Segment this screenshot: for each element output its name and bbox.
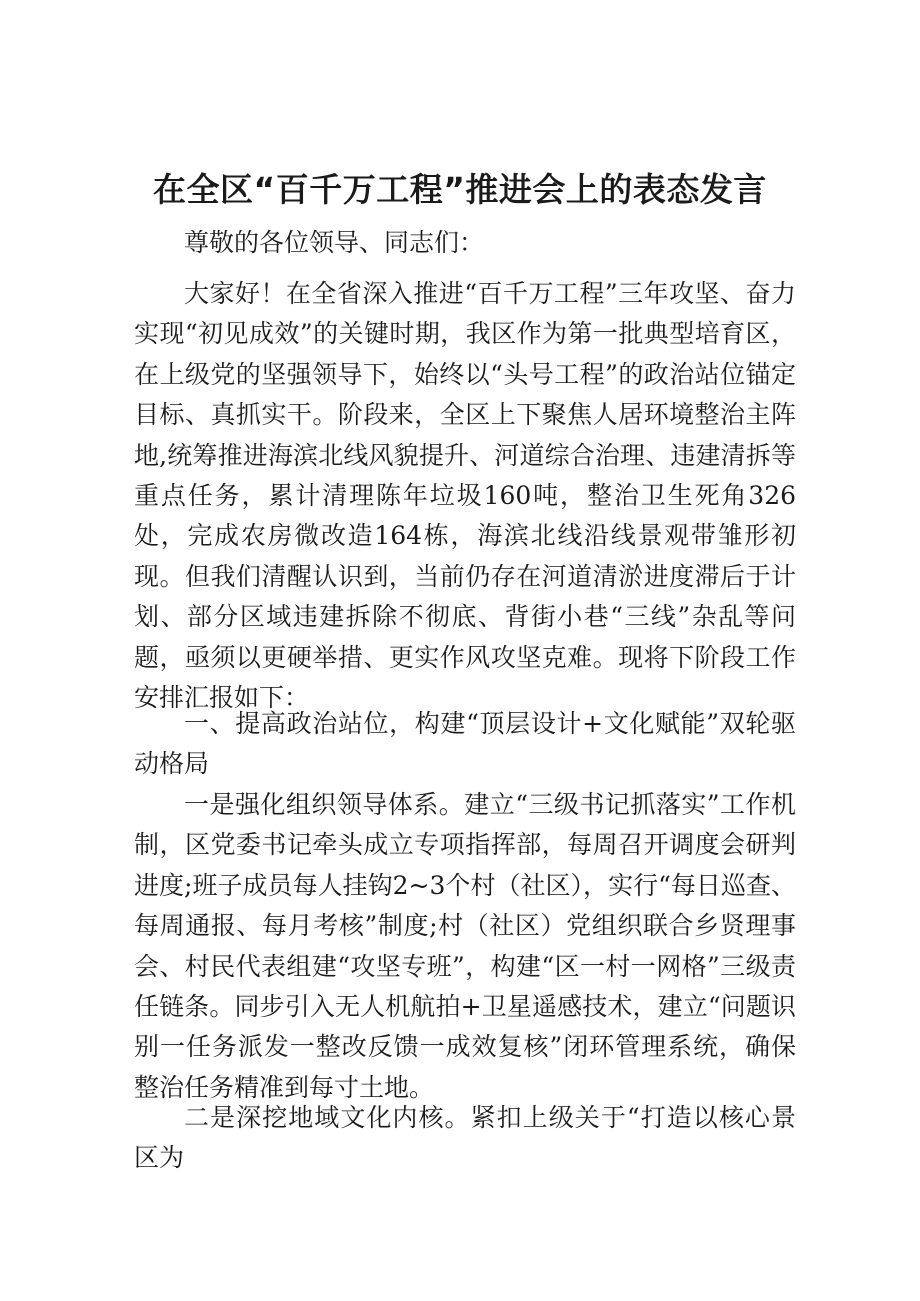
- point-1-paragraph: 一是强化组织领导体系。建立“三级书记抓落实”工作机制，区党委书记牵头成立专项指挥部，每周召开调度会研判进度;班子成员每人挂钩2~3个村（社区），实行“每日巡查、每周通报、每月考核”制度;村（社区）党组织联合乡贤理事会、村民代表组建“攻坚专班”，构建“区一村一网格”三级责任链条。同步引入无人机航拍+卫星遥感技术，建立“问题识别一任务派发一整改反馈一成效复核”闭环管理系统，确保整治任务精准到每寸土地。: [134, 790, 796, 1102]
- section-heading-1: 一、提高政治站位，构建“顶层设计+文化赋能”双轮驱动格局: [134, 709, 796, 779]
- document-title: 在全区“百千万工程”推进会上的表态发言: [153, 170, 767, 209]
- point-2-paragraph: 二是深挖地域文化内核。紧扣上级关于“打造以核心景区为: [134, 1103, 796, 1173]
- greeting-line: 尊敬的各位领导、同志们：: [184, 228, 485, 257]
- opening-paragraph: 大家好！在全省深入推进“百千万工程”三年攻坚、奋力实现“初见成效”的关键时期，我区作为第一批典型培育区，在上级党的坚强领导下，始终以“头号工程”的政治站位锚定目标、真抓实干。阶段来，全区上下聚焦人居环境整治主阵地,统筹推进海滨北线风貌提升、河道综合治理、违建清拆等重点任务，累计清理陈年垃圾160吨，整治卫生死角326处，完成农房微改造164栋，海滨北线沿线景观带雏形初现。但我们清醒认识到，当前仍存在河道清淤进度滞后于计划、部分区域违建拆除不彻底、背街小巷“三线”杂乱等问题，亟须以更硬举措、更实作风攻坚克难。现将下阶段工作安排汇报如下：: [134, 279, 796, 713]
